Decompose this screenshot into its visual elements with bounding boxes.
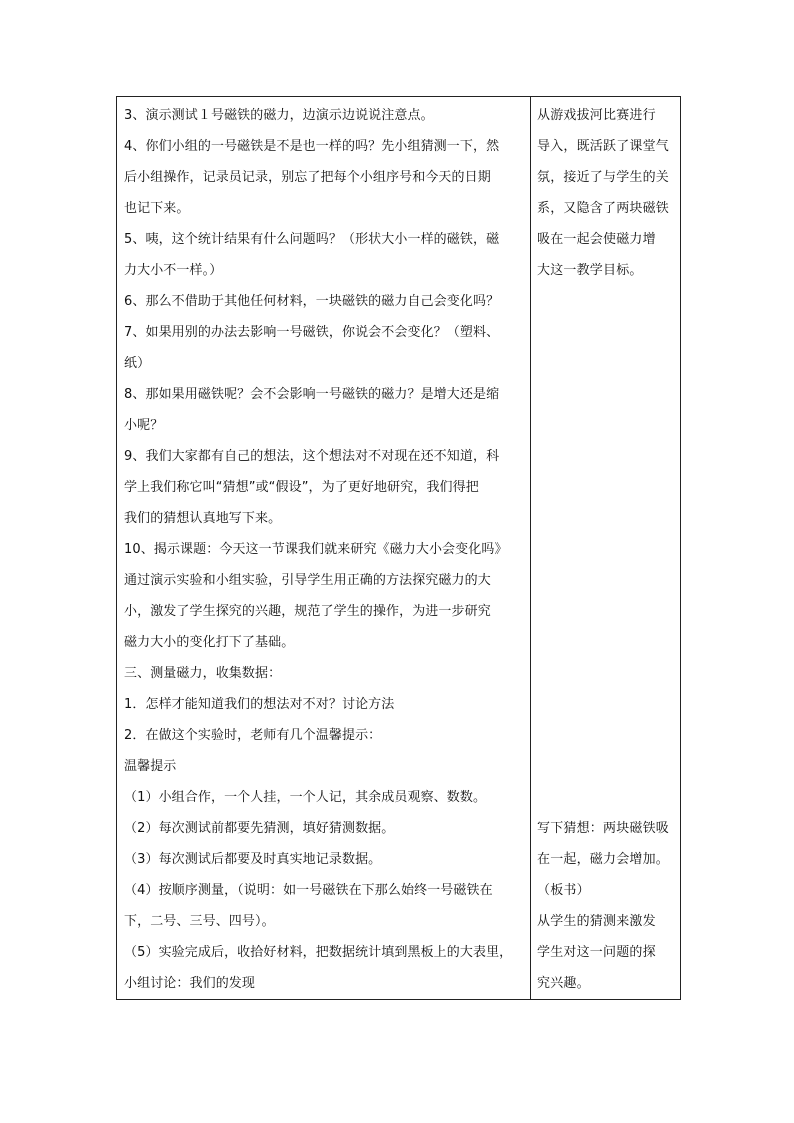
- note-line: 导入，既活跃了课堂气: [537, 139, 670, 154]
- text-line: 4、你们小组的一号磁铁是不是也一样的吗？先小组猜测一下，然: [124, 139, 500, 154]
- text-line: 2．在做这个实验时，老师有几个温馨提示：: [124, 728, 382, 743]
- text-line: 也记下来。: [124, 201, 190, 216]
- text-line: 10、揭示课题：今天这一节课我们就来研究《磁力大小会变化吗》: [124, 542, 508, 557]
- note-line: 在一起，磁力会增加。: [537, 852, 670, 867]
- note-line: 氛，接近了与学生的关: [537, 170, 670, 185]
- tip-item: 小组讨论：我们的发现: [124, 976, 256, 991]
- text-line: 9、我们大家都有自己的想法，这个想法对不对现在还不知道，科: [124, 449, 500, 464]
- text-line: 3、演示测试１号磁铁的磁力，边演示边说说注意点。: [124, 108, 434, 123]
- note-line: 写下猜想：两块磁铁吸: [537, 821, 670, 836]
- tip-item: （4）按顺序测量，（说明：如一号磁铁在下那么始终一号磁铁在: [124, 883, 493, 898]
- text-line: 后小组操作，记录员记录，别忘了把每个小组序号和今天的日期: [124, 170, 491, 185]
- note-line: 从学生的猜测来激发: [537, 914, 656, 929]
- text-line: 小，激发了学生探究的兴趣，规范了学生的操作，为进一步研究: [124, 604, 491, 619]
- text-line: 我们的猜想认真地写下来。: [124, 511, 282, 526]
- note-line: 从游戏拔河比赛进行: [537, 108, 656, 123]
- note-spacer: [537, 286, 676, 813]
- tip-item: （3）每次测试后都要及时真实地记录数据。: [124, 852, 382, 867]
- note-line: 学生对这一问题的探: [537, 945, 656, 960]
- note-line: 系，又隐含了两块磁铁: [537, 201, 670, 216]
- text-line: 1．怎样才能知道我们的想法对不对？讨论方法: [124, 697, 395, 712]
- section-heading: 三、测量磁力，收集数据：: [124, 666, 282, 681]
- tips-heading: 温馨提示: [124, 759, 177, 774]
- note-line: 大这一教学目标。: [537, 263, 643, 278]
- text-line: 力大小不一样。）: [124, 263, 223, 278]
- design-intent-column: [531, 97, 680, 999]
- note-line: 究兴趣。: [537, 976, 590, 991]
- text-line: 6、那么不借助于其他任何材料，一块磁铁的磁力自己会变化吗？: [124, 294, 500, 309]
- text-line: 5、咦，这个统计结果有什么问题吗？（形状大小一样的磁铁，磁: [124, 232, 500, 247]
- teaching-process-column: [117, 97, 531, 999]
- text-line: 磁力大小的变化打下了基础。: [124, 635, 295, 650]
- text-line: 小呢？: [124, 418, 164, 433]
- text-line: 通过演示实验和小组实验，引导学生用正确的方法探究磁力的大: [124, 573, 491, 588]
- text-line: 学上我们称它叫“猜想”或“假设”，为了更好地研究，我们得把: [124, 480, 479, 495]
- note-line: 吸在一起会使磁力增: [537, 232, 656, 247]
- lesson-table: [116, 96, 681, 1000]
- text-line: 7、如果用别的办法去影响一号磁铁，你说会不会变化？（塑料、: [124, 325, 500, 340]
- tip-item: 下，二号、三号、四号）。: [124, 914, 275, 929]
- tip-item: （2）每次测试前都要先猜测，填好猜测数据。: [124, 821, 395, 836]
- tip-item: （1）小组合作，一个人挂，一个人记，其余成员观察、数数。: [124, 790, 487, 805]
- text-line: 纸）: [124, 356, 151, 371]
- note-line: （板书）: [537, 883, 590, 898]
- text-line: 8、那如果用磁铁呢？会不会影响一号磁铁的磁力？是增大还是缩: [124, 387, 500, 402]
- tip-item: （5）实验完成后，收拾好材料，把数据统计填到黑板上的大表里，: [124, 945, 513, 960]
